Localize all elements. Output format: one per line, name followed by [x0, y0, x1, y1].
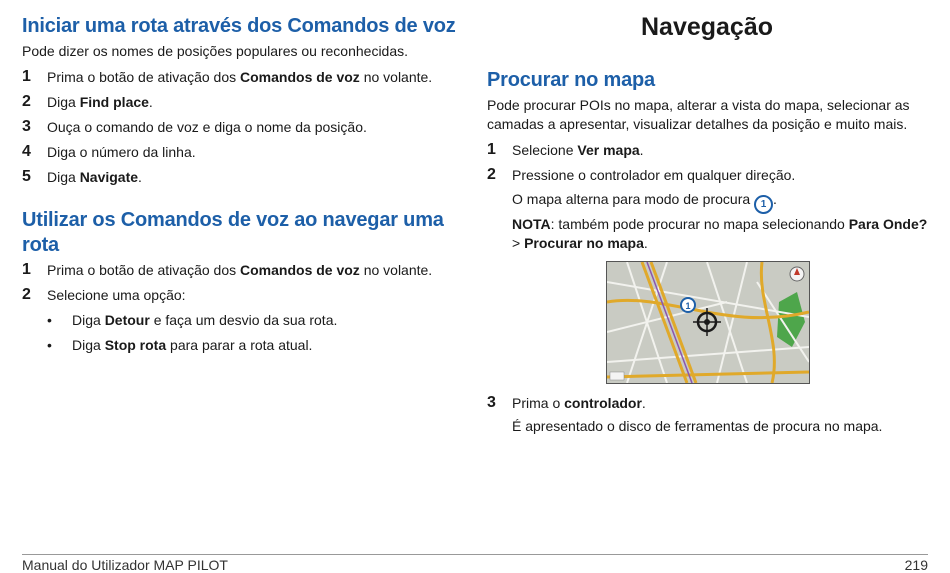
step-item: 3 Prima o controlador. — [487, 394, 646, 411]
step-item: 4 Diga o número da linha. — [22, 143, 196, 160]
step-sub-text: O mapa alterna para modo de procura 1 . — [487, 190, 777, 214]
bullet-item: • Diga Detour e faça um desvio da sua rota. — [47, 312, 338, 328]
step-item: 1 Selecione Ver mapa. — [487, 141, 644, 158]
map-screenshot — [606, 261, 810, 384]
step-item: 1 Prima o botão de ativação dos Comandos de voz no volante. — [22, 68, 433, 85]
step-item: 2 Diga Find place. — [22, 93, 153, 110]
section-title-search-map: Procurar no mapa — [487, 69, 655, 91]
steps-list-2 — [22, 259, 452, 359]
section-intro: Pode dizer os nomes de posições populares ou reconhecidas. — [22, 43, 409, 59]
steps-list-4 — [487, 392, 927, 417]
steps-list-1 — [22, 66, 452, 191]
step-item: 2 Selecione uma opção: — [22, 286, 186, 303]
section-title-voice-navigating: Utilizar os Comandos de voz ao navegar uma rota — [22, 209, 444, 256]
bullet-item: • Diga Stop rota para parar a rota atual. — [47, 337, 313, 353]
bullet-icon: • — [47, 337, 52, 353]
page-title: Navegação — [640, 13, 774, 41]
svg-text:1: 1 — [685, 301, 691, 311]
footer-divider — [22, 554, 928, 555]
bullet-icon: • — [47, 312, 52, 328]
step-item: 3 Ouça o comando de voz e diga o nome da posição. — [22, 118, 367, 135]
step-item: 2 Pressione o controlador em qualquer direção. — [487, 166, 796, 183]
callout-number-icon: 1 — [754, 195, 773, 214]
footer-manual-title: Manual do Utilizador MAP PILOT — [22, 557, 228, 573]
steps-list-3 — [487, 139, 927, 189]
note: NOTA: também pode procurar no mapa selecionando Para Onde? > Procurar no mapa. — [512, 216, 928, 251]
step-item: 1 Prima o botão de ativação dos Comandos de voz no volante. — [22, 261, 433, 278]
step-sub-text: É apresentado o disco de ferramentas de procura no mapa. — [512, 418, 883, 434]
section-intro: Pode procurar POIs no mapa, alterar a vista do mapa, selecionar as camadas a apresentar, visualizar detalhes da posição e muito mais. — [487, 97, 910, 132]
step-item: 5 Diga Navigate. — [22, 168, 142, 185]
footer-page-number: 219 — [904, 557, 928, 573]
section-title-voice-route: Iniciar uma rota através dos Comandos de voz — [22, 15, 456, 37]
